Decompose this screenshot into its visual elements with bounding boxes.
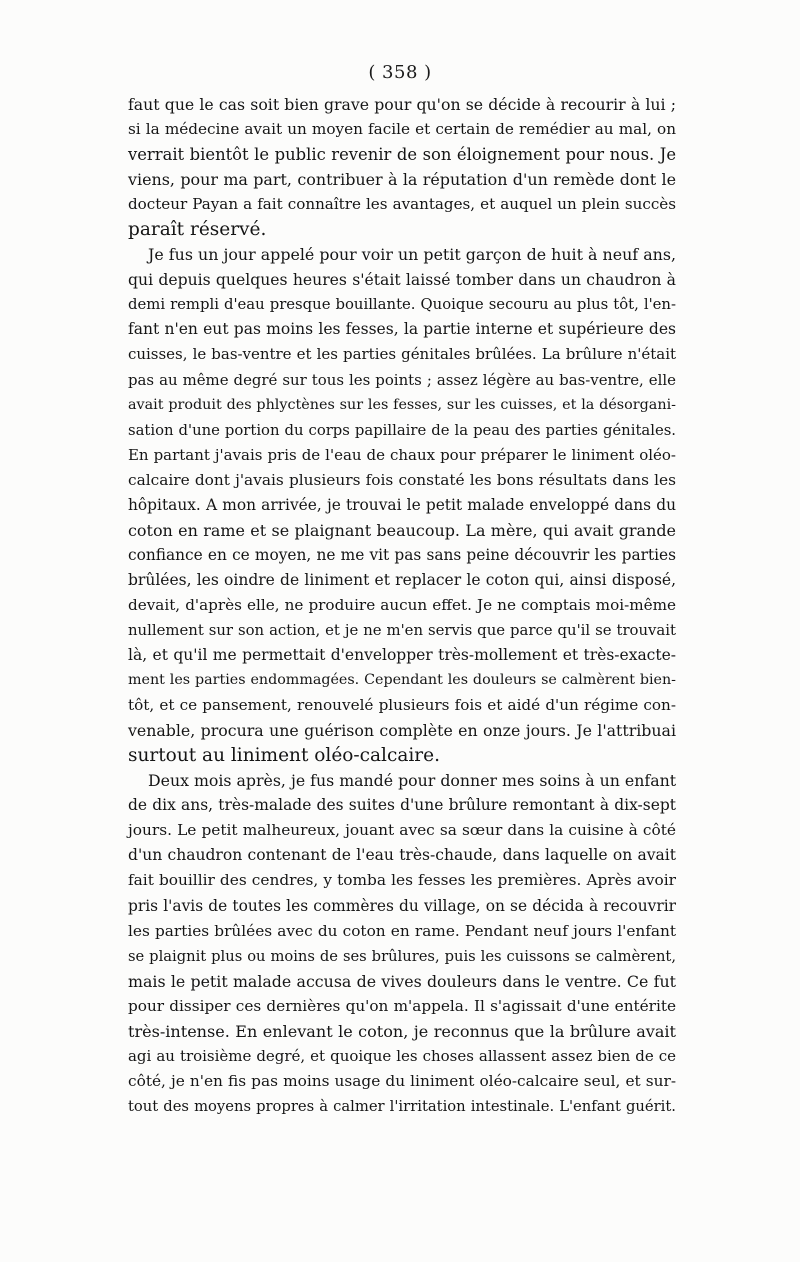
text-line: ment les parties endommagées. Cependant les douleurs se calmèrent bien- (128, 672, 676, 689)
text-line: surtout au liniment oléo-calcaire. (128, 745, 440, 767)
paragraph-3 (128, 768, 676, 1119)
text-line: très-intense. En enlevant le coton, je reconnus que la brûlure avait (128, 1021, 676, 1041)
text-line: d'un chaudron contenant de l'eau très-chaude, dans laquelle on avait (128, 846, 676, 865)
text-line: avait produit des phlyctènes sur les fesses, sur les cuisses, et la désorgani- (128, 396, 676, 413)
text-line: paraît réservé. (128, 219, 267, 241)
text-line: Je fus un jour appelé pour voir un petit garçon de huit à neuf ans, (148, 245, 676, 265)
text-line: pris l'avis de toutes les commères du village, on se décida à recouvrir (128, 896, 676, 915)
text-line: se plaignit plus ou moins de ses brûlures, puis les cuissons se calmèrent, (128, 947, 676, 965)
text-line: côté, je n'en fis pas moins usage du liniment oléo-calcaire seul, et sur- (128, 1071, 676, 1090)
text-line: En partant j'avais pris de l'eau de chaux pour préparer le liniment oléo- (128, 445, 676, 464)
paragraph-2 (128, 242, 676, 768)
text-line: coton en rame et se plaignant beaucoup. La mère, qui avait grande (128, 520, 676, 540)
text-line: mais le petit malade accusa de vives douleurs dans le ventre. Ce fut (128, 971, 676, 991)
text-line: de dix ans, très-malade des suites d'une brûlure remontant à dix-sept (128, 796, 676, 815)
text-line: viens, pour ma part, contribuer à la réputation d'un remède dont le (128, 170, 676, 190)
text-line: fant n'en eut pas moins les fesses, la partie interne et supérieure des (128, 320, 676, 339)
text-line: brûlées, les oindre de liniment et replacer le coton qui, ainsi disposé, (128, 570, 676, 589)
text-line: fait bouillir des cendres, y tomba les fesses les premières. Après avoir (128, 871, 676, 890)
page-number: ( 358 ) (368, 62, 432, 83)
text-line: faut que le cas soit bien grave pour qu'on se décide à recourir à lui ; (128, 95, 676, 114)
text-line: docteur Payan a fait connaître les avantages, et auquel un plein succès (128, 195, 676, 214)
text-line: venable, procura une guérison complète en onze jours. Je l'attribuai (128, 721, 676, 741)
text-line: hôpitaux. A mon arrivée, je trouvai le petit malade enveloppé dans du (128, 495, 676, 514)
body-text (128, 92, 676, 1119)
text-line: nullement sur son action, et je ne m'en servis que parce qu'il se trouvait (128, 620, 676, 639)
text-line: sation d'une portion du corps papillaire de la peau des parties génitales. (128, 421, 676, 439)
text-line: jours. Le petit malheureux, jouant avec sa sœur dans la cuisine à côté (128, 821, 676, 840)
text-line: qui depuis quelques heures s'était laissé tomber dans un chaudron à (128, 270, 676, 290)
text-line: confiance en ce moyen, ne me vit pas sans peine découvrir les parties (128, 545, 676, 564)
text-line: demi rempli d'eau presque bouillante. Quoique secouru au plus tôt, l'en- (128, 296, 676, 314)
paragraph-1 (128, 92, 676, 242)
text-line: pour dissiper ces dernières qu'on m'appela. Il s'agissait d'une entérite (128, 996, 676, 1015)
text-line: pas au même degré sur tous les points ; assez légère au bas-ventre, elle (128, 370, 676, 389)
text-line: là, et qu'il me permettait d'envelopper très-mollement et très-exacte- (128, 646, 676, 665)
text-line: devait, d'après elle, ne produire aucun effet. Je ne comptais moi-même (128, 595, 676, 614)
text-line: agi au troisième degré, et quoique les choses allassent assez bien de ce (128, 1046, 676, 1065)
text-line: verrait bientôt le public revenir de son éloignement pour nous. Je (128, 145, 676, 165)
text-line: tôt, et ce pansement, renouvelé plusieurs fois et aidé d'un régime con- (128, 696, 676, 715)
text-line: cuisses, le bas-ventre et les parties génitales brûlées. La brûlure n'était (128, 345, 676, 364)
text-line: les parties brûlées avec du coton en rame. Pendant neuf jours l'enfant (128, 921, 676, 940)
text-line: tout des moyens propres à calmer l'irritation intestinale. L'enfant guérit. (128, 1097, 676, 1115)
text-line: Deux mois après, je fus mandé pour donner mes soins à un enfant (148, 771, 677, 791)
text-line: calcaire dont j'avais plusieurs fois constaté les bons résultats dans les (128, 470, 676, 489)
text-line: si la médecine avait un moyen facile et certain de remédier au mal, on (128, 120, 676, 139)
